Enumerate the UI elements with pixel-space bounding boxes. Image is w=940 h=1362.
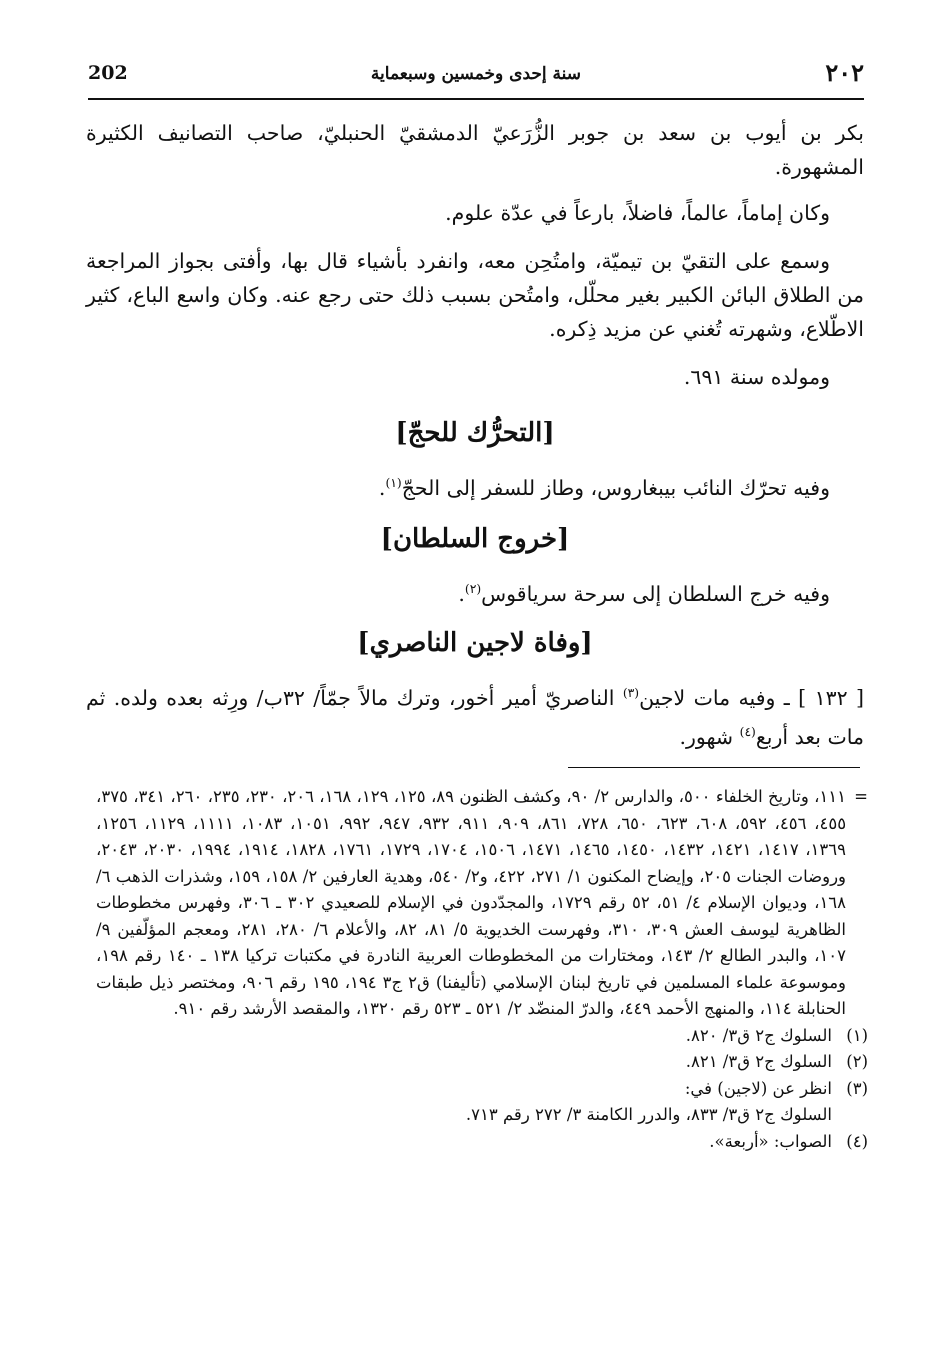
footnote-ref-2: (٢): [464, 582, 482, 596]
running-title: سنة إحدى وخمسين وسبعماية: [370, 64, 582, 84]
footnotes: [96, 784, 868, 1155]
footnote-marker: (٣): [846, 1078, 868, 1098]
continuation-text: ١١١، وتاريخ الخلفاء ٥٠٠، والدارس ٢/ ٩٠، وكشف الظنون ٨٩، ١٢٥، ١٢٩، ١٦٨، ٢٠٦، ٢٣٠، ٢٣٥، ٢٦٠، ٣٤١، ٣٧٥، ٤٥٥، ٤٥٦، ٥٩٢، ٦٠٨، ٦٢٣، ٦٥٠، ٧٢٨، ٨٦١، ٩٠٩، ٩١١، ٩٣٢، ٩٤٧، ٩٩٢، ١٠٥١، ١٠٨٣، ١١١١، ١١٢٩، ١٢٥٦، ١٣٦٩، ١٤١٧، ١٤٢١، ١٤٣٢، ١٤٥٠، ١٤٦٥، ١٤٧١، ١٥٠٦، ١٧٠٤، ١٧٢٩، ١٧٦١، ١٨٢٨، ١٩١٤، ١٩٩٤، ٢٠٣٠، ٢٠٤٣، وروضات الجنات ٢٠٥، وإيضاح المكنون ١/ ٢٧١، ٤٢٢، و٢/ ٥٤٠، وهدية العارفين ٢/ ١٥٨، ١٥٩، وشذرات الذهب ٦/ ١٦٨، وديوان الإسلام ٤/ ٥١، ٥٢ رقم ١٧٢٩، والمجدّدون في الإسلام للصعيدي ٣٠٢ ـ ٣٠٦، وفهرس مخطوطات الظاهرية ليوسف العش ٣٠٩، ٣١٠، وفهرست الخديوية ٥/ ٨١، ٨٢، والأعلام ٦/ ٢٨٠، ٢٨١، ومعجم المؤلّفين ٩/ ١٠٧، والبدر الطالع ٢/ ١٤٣، ومختارات من المخطوطات العربية النادرة في مكتبات تركيا ١٣٨ ـ ١٤٠ رقم ١٩٨، وموسوعة علماء المسلمين في تاريخ لبنان الإسلامي (تأليفنا) ق٢ ج٣ ١٩٤، ١٩٥ رقم ٩٠٦، ومختصر ذيل طبقات الحنابلة ١١٤، والمنهج الأحمد ٤٤٩، والدرّ المنضّد ٢/ ٥٢١ ـ ٥٢٣ رقم ١٣٢٠، والمقصد الأرشد رقم ٩١٠.: [96, 787, 847, 1018]
section-text-hajj-body: وفيه تحرّك النائب بيبغاروس، وطاز للسفر إلى الحجّ: [401, 475, 830, 500]
section-text-lajin: [86, 676, 864, 754]
footnote-ref-4: (٤): [739, 724, 756, 739]
section-heading-sultan: [خروج السلطان]: [380, 524, 570, 554]
section-text-hajj: [86, 466, 864, 505]
footnote-text: الصواب: «أربعة».: [709, 1131, 832, 1151]
paragraph-studies: وسمع على التقيّ بن تيميّة، وامتُحِن معه، وانفرد بأشياء قال بها، وأفتى بجواز المراجعة من الطلاق البائن الكبير بغير محلّل، وامتُحن بسبب ذلك حتى رجع عنه. وكان واسع الباع، كثير الاطّلاع، وشهرته تُغني عن مزيد ذِكره.: [86, 249, 864, 341]
footnote-item: [96, 1023, 868, 1050]
footnote-text: السلوك ج٢ ق٣/ ٨٢٠.: [685, 1025, 832, 1045]
footnote-ref-3: (٣): [622, 686, 640, 700]
section-heading-lajin: [وفاة لاجين الناصري]: [357, 628, 593, 658]
entry-text-a: [ ١٣٢ ] ـ وفيه مات لاجين: [639, 685, 865, 710]
paragraph-birth: ومولده سنة ٦٩١.: [683, 365, 830, 389]
section-text-hajj-end: .: [378, 475, 386, 500]
footnote-item: [96, 1129, 868, 1156]
footnote-marker: (٢): [846, 1052, 868, 1071]
paragraph-biography: بكر بن أيوب بن سعد بن جوبر الزُّرَعيّ الدمشقيّ الحنبليّ، صاحب التصانيف الكثيرة المشهورة.: [86, 121, 864, 179]
footnote-marker: (٤): [846, 1131, 868, 1151]
footnote-item: [96, 1076, 868, 1103]
section-text-sultan-body: وفيه خرج السلطان إلى سرحة سرياقوس: [481, 581, 830, 606]
continuation-marker: =: [854, 787, 868, 806]
entry-text-c: شهور.: [679, 724, 740, 749]
page-number-latin: 202: [88, 62, 128, 84]
paragraph-qualities: وكان إماماً، عالماً، فاضلاً، بارعاً في عدّة علوم.: [445, 201, 830, 225]
footnote-item: [96, 1049, 868, 1076]
header-rule: [88, 98, 864, 100]
section-text-sultan: [86, 572, 864, 611]
section-heading-hajj: [التحرُّك للحجّ]: [395, 418, 555, 448]
footnote-text: السلوك ج٢ ق٣/ ٨٢١.: [685, 1052, 832, 1071]
page-number-arabic: ٢٠٢: [825, 58, 864, 87]
section-text-sultan-end: .: [458, 581, 465, 606]
entry-text-b: الناصريّ أمير أخور، وترك مالاً جمّاً/ ٣٢ب/ ورِثه بعده ولده. ثم مات بعد أربع: [86, 685, 864, 749]
footnote-marker: (١): [846, 1025, 868, 1045]
footnote-ref-1: (١): [385, 476, 402, 490]
page-header: [88, 58, 864, 98]
footnote-subline: السلوك ج٢ ق٣/ ٨٣٣، والدرر الكامنة ٣/ ٢٧٢ رقم ٧١٣.: [465, 1105, 832, 1124]
footnote-continuation: [96, 784, 868, 1023]
footnote-text: انظر عن (لاجين) في:: [684, 1078, 832, 1098]
footnote-rule: [568, 767, 860, 768]
